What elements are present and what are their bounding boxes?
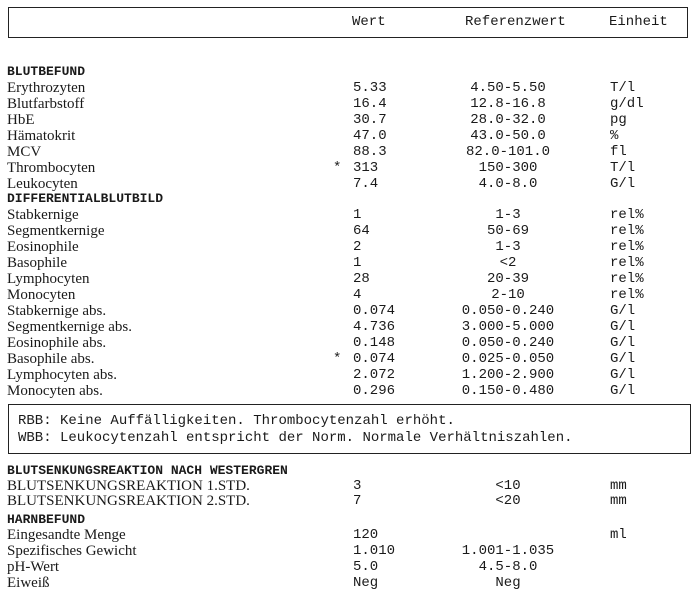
result-row <box>0 144 698 160</box>
result-value: 0.148 <box>353 335 396 351</box>
test-name: Segmentkernige <box>7 223 105 239</box>
result-row <box>0 527 698 543</box>
section-title: HARNBEFUND <box>7 512 86 527</box>
reference-range: 4.50-5.50 <box>470 80 546 96</box>
header-einheit: Einheit <box>609 14 668 30</box>
result-value: 7.4 <box>353 176 379 192</box>
result-value: 47.0 <box>353 128 387 144</box>
result-row <box>0 271 698 287</box>
reference-range: 50-69 <box>486 223 529 239</box>
result-row <box>0 255 698 271</box>
unit: rel% <box>610 271 644 287</box>
result-row <box>0 287 698 303</box>
result-value: 7 <box>353 493 362 509</box>
section-title: BLUTBEFUND <box>7 64 86 79</box>
unit: ml <box>610 527 627 543</box>
test-name: Monocyten <box>7 287 76 303</box>
test-name: BLUTSENKUNGSREAKTION 1.STD. <box>7 478 250 494</box>
result-value: 5.0 <box>353 559 379 575</box>
test-name: Segmentkernige abs. <box>7 319 132 335</box>
section-title: DIFFERENTIALBLUTBILD <box>7 191 164 206</box>
unit: G/l <box>610 383 636 399</box>
test-name: MCV <box>7 144 42 160</box>
test-name: Hämatokrit <box>7 128 76 144</box>
test-name: Eosinophile <box>7 239 79 255</box>
reference-range: 0.050-0.240 <box>461 335 555 351</box>
unit: G/l <box>610 319 636 335</box>
result-value: 28 <box>353 271 370 287</box>
test-name: Stabkernige <box>7 207 79 223</box>
result-value: 1 <box>353 207 362 223</box>
result-row <box>0 303 698 319</box>
unit: rel% <box>610 287 644 303</box>
section-heading-blutbefund <box>0 64 698 80</box>
section-heading-harn <box>0 512 698 528</box>
reference-range: 1-3 <box>495 207 521 223</box>
result-row <box>0 383 698 399</box>
reference-range: 150-300 <box>478 160 538 176</box>
result-value: 88.3 <box>353 144 387 160</box>
test-name: Basophile <box>7 255 67 271</box>
result-value: 3 <box>353 478 362 494</box>
result-value: 2 <box>353 239 362 255</box>
reference-range: 1.001-1.035 <box>461 543 555 559</box>
header-wert: Wert <box>352 14 386 30</box>
comment-rbb: RBB: Keine Auffälligkeiten. Thrombocytenzahl erhöht. <box>18 413 455 429</box>
reference-range: 2-10 <box>491 287 525 303</box>
result-value: 313 <box>353 160 379 176</box>
reference-range: 12.8-16.8 <box>470 96 546 112</box>
result-row <box>0 128 698 144</box>
unit: G/l <box>610 351 636 367</box>
test-name: BLUTSENKUNGSREAKTION 2.STD. <box>7 493 250 509</box>
result-value: 1.010 <box>353 543 396 559</box>
unit: pg <box>610 112 627 128</box>
unit: T/l <box>610 80 636 96</box>
reference-range: 0.050-0.240 <box>461 303 555 319</box>
reference-range: Neg <box>495 575 521 591</box>
result-row <box>0 160 698 176</box>
result-row <box>0 223 698 239</box>
reference-range: 20-39 <box>486 271 529 287</box>
result-row <box>0 478 698 494</box>
reference-range: 3.000-5.000 <box>461 319 555 335</box>
test-name: Erythrozyten <box>7 80 86 96</box>
result-value: 1 <box>353 255 362 271</box>
result-value: 4.736 <box>353 319 396 335</box>
result-row <box>0 319 698 335</box>
test-name: Spezifisches Gewicht <box>7 543 137 559</box>
unit: mm <box>610 493 627 509</box>
test-name: Thrombocyten <box>7 160 96 176</box>
test-name: Blutfarbstoff <box>7 96 85 112</box>
result-value: 2.072 <box>353 367 396 383</box>
section-title: BLUTSENKUNGSREAKTION NACH WESTERGREN <box>7 463 288 478</box>
section-heading-bsr <box>0 463 698 479</box>
unit: rel% <box>610 255 644 271</box>
unit: fl <box>610 144 627 160</box>
unit: g/dl <box>610 96 644 112</box>
section-heading-differential <box>0 191 698 207</box>
test-name: Eingesandte Menge <box>7 527 126 543</box>
test-name: Eosinophile abs. <box>7 335 107 351</box>
result-row <box>0 351 698 367</box>
reference-range: 28.0-32.0 <box>470 112 546 128</box>
test-name: Leukocyten <box>7 176 78 192</box>
result-row <box>0 176 698 192</box>
result-value: 4 <box>353 287 362 303</box>
unit: rel% <box>610 207 644 223</box>
abnormal-flag: * <box>333 160 342 176</box>
result-row <box>0 367 698 383</box>
result-value: 0.074 <box>353 303 396 319</box>
reference-range: <20 <box>495 493 521 509</box>
test-name: Basophile abs. <box>7 351 95 367</box>
unit: T/l <box>610 160 636 176</box>
reference-range: 43.0-50.0 <box>470 128 546 144</box>
result-value: 120 <box>353 527 379 543</box>
result-row <box>0 335 698 351</box>
unit: rel% <box>610 223 644 239</box>
result-row <box>0 559 698 575</box>
comment-box <box>8 404 691 454</box>
abnormal-flag: * <box>333 351 342 367</box>
reference-range: 1.200-2.900 <box>461 367 555 383</box>
test-name: Lymphocyten <box>7 271 90 287</box>
column-header-box <box>8 7 688 38</box>
test-name: pH-Wert <box>7 559 60 575</box>
comment-wbb: WBB: Leukocytenzahl entspricht der Norm. Normale Verhältniszahlen. <box>18 430 573 446</box>
unit: % <box>610 128 619 144</box>
unit: G/l <box>610 303 636 319</box>
reference-range: 4.5-8.0 <box>478 559 538 575</box>
result-row <box>0 493 698 509</box>
reference-range: 4.0-8.0 <box>478 176 538 192</box>
unit: G/l <box>610 335 636 351</box>
test-name: Lymphocyten abs. <box>7 367 117 383</box>
result-row <box>0 112 698 128</box>
test-name: Monocyten abs. <box>7 383 103 399</box>
result-value: 64 <box>353 223 370 239</box>
reference-range: <10 <box>495 478 521 494</box>
result-row <box>0 80 698 96</box>
result-value: 0.296 <box>353 383 396 399</box>
test-name: Eiweiß <box>7 575 50 591</box>
result-row <box>0 207 698 223</box>
unit: mm <box>610 478 627 494</box>
unit: G/l <box>610 367 636 383</box>
result-value: Neg <box>353 575 379 591</box>
result-row <box>0 96 698 112</box>
unit: rel% <box>610 239 644 255</box>
reference-range: 82.0-101.0 <box>465 144 550 160</box>
unit: G/l <box>610 176 636 192</box>
test-name: HbE <box>7 112 35 128</box>
result-value: 16.4 <box>353 96 387 112</box>
header-referenzwert: Referenzwert <box>465 14 566 30</box>
reference-range: 0.025-0.050 <box>461 351 555 367</box>
reference-range: <2 <box>499 255 517 271</box>
result-row <box>0 543 698 559</box>
result-row <box>0 239 698 255</box>
reference-range: 1-3 <box>495 239 521 255</box>
result-value: 5.33 <box>353 80 387 96</box>
result-value: 30.7 <box>353 112 387 128</box>
result-value: 0.074 <box>353 351 396 367</box>
reference-range: 0.150-0.480 <box>461 383 555 399</box>
result-row <box>0 575 698 591</box>
test-name: Stabkernige abs. <box>7 303 107 319</box>
